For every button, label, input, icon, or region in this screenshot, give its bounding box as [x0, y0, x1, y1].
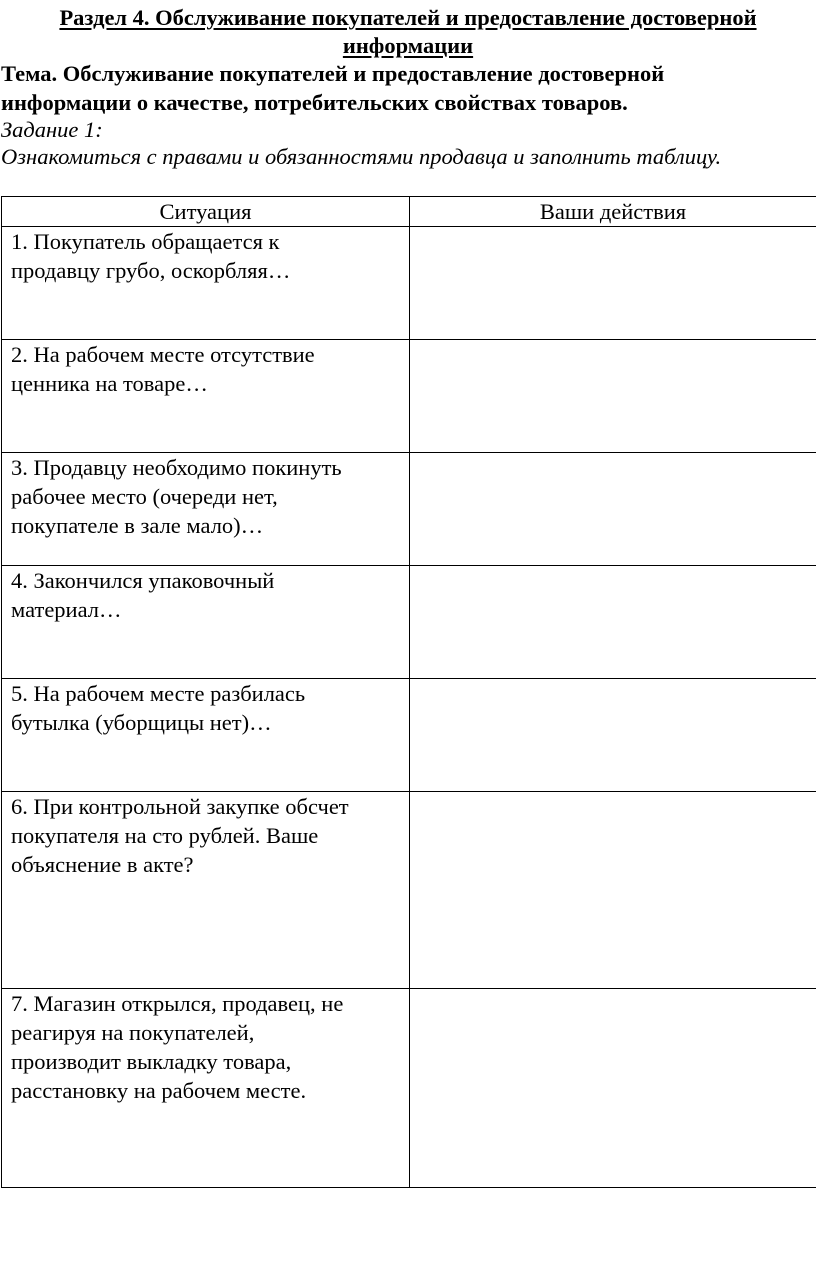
situation-cell: [2, 340, 410, 453]
header-actions: Ваши действия: [410, 197, 816, 227]
situation-line: продавцу грубо, оскорбляя…: [11, 258, 291, 283]
topic-line-2: информации о качестве, потребительских свойствах товаров.: [1, 90, 628, 115]
situation-cell: [2, 679, 410, 792]
situation-line: 7. Магазин открылся, продавец, не: [11, 991, 344, 1016]
action-cell[interactable]: [410, 989, 816, 1188]
action-cell[interactable]: [410, 453, 816, 566]
situation-cell: [2, 566, 410, 679]
action-cell[interactable]: [410, 227, 816, 340]
situations-table: [1, 196, 816, 1188]
situation-line: расстановку на рабочем месте.: [11, 1078, 307, 1103]
situation-cell: [2, 989, 410, 1188]
task-instructions: Ознакомиться с правами и обязанностями продавца и заполнить таблицу.: [1, 144, 722, 169]
section-title-line-1: Раздел 4. Обслуживание покупателей и предоставление достоверной: [59, 5, 757, 30]
table-row: [2, 989, 816, 1188]
action-cell[interactable]: [410, 340, 816, 453]
table-row: [2, 792, 816, 989]
situation-line: 1. Покупатель обращается к: [11, 229, 280, 254]
situation-line: рабочее место (очереди нет,: [11, 484, 278, 509]
section-title: [0, 4, 816, 60]
situation-line: 3. Продавцу необходимо покинуть: [11, 455, 342, 480]
situation-line: покупателе в зале мало)…: [11, 513, 264, 538]
situation-cell: [2, 453, 410, 566]
situation-line: бутылка (уборщицы нет)…: [11, 710, 272, 735]
situation-cell: [2, 792, 410, 989]
situation-line: 4. Закончился упаковочный: [11, 568, 275, 593]
header-situation: Ситуация: [2, 197, 410, 227]
topic-line-1: Тема. Обслуживание покупателей и предоставление достоверной: [1, 61, 665, 86]
action-cell[interactable]: [410, 792, 816, 989]
situation-line: материал…: [11, 597, 122, 622]
section-title-line-2: информации: [342, 33, 474, 58]
task-label: Задание 1:: [1, 117, 103, 142]
table-row: [2, 340, 816, 453]
situation-line: 2. На рабочем месте отсутствие: [11, 342, 315, 367]
situation-line: 6. При контрольной закупке обсчет: [11, 794, 349, 819]
situation-line: ценника на товаре…: [11, 371, 208, 396]
table-row: [2, 679, 816, 792]
situation-line: 5. На рабочем месте разбилась: [11, 681, 306, 706]
action-cell[interactable]: [410, 566, 816, 679]
table-row: [2, 566, 816, 679]
situation-line: покупателя на сто рублей. Ваше: [11, 823, 319, 848]
topic-heading: [1, 59, 813, 117]
table-header-row: [2, 197, 816, 227]
situation-line: реагируя на покупателей,: [11, 1020, 255, 1045]
situation-cell: [2, 227, 410, 340]
situation-line: объяснение в акте?: [11, 852, 194, 877]
table-row: [2, 227, 816, 340]
situation-line: производит выкладку товара,: [11, 1049, 292, 1074]
table-row: [2, 453, 816, 566]
action-cell[interactable]: [410, 679, 816, 792]
